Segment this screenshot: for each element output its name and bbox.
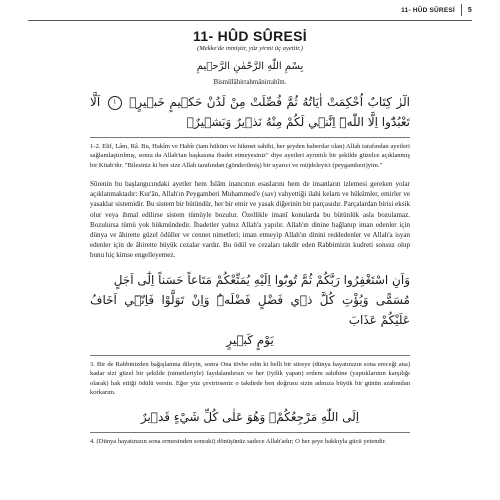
sura-title: 11- HÛD SÛRESİ bbox=[193, 28, 307, 44]
verse-4-arabic: اِلَى اللّٰهِ مَرْجِعُكُمْۚ وَهُوَ عَلٰى كُلِّ شَيْءٍ قَد۪يرٌ bbox=[140, 409, 360, 424]
verse-3-arabic-line2: مُسَمًّى وَيُؤْتِ كُلَّ ذ۪ي فَضْلٍ فَضْلَهُۜ وَاِنْ تَوَلَّوْا فَاِنّ۪ٓي اَخَافُ عَلَيْكُمْ عَذَابَ bbox=[90, 292, 410, 327]
basmala-arabic: بِسْمِ اللّٰهِ الرَّحْمٰنِ الرَّح۪يمِ bbox=[196, 61, 304, 72]
page-content bbox=[90, 28, 410, 455]
commentary-paragraph: Sûrenin bu başlangıcındaki ayetler hem İslâm inancının esaslarını hem de insanların izlemesi gereken yolar açıklanmaktadır: Kur'ân, Allah'ın Peygamberi Muhammed'e (sav) vahyettiği ilahi kelam ve hükümler, emirler ve yasaklar sistemidir. Bu sistem bir bütündür, her bir emir ve yasak diğerinin bir parçasıdır. Parçalardan birisi eksik olur veya ihmal edilirse sistem tümüyle bozulur. Özellikle imanî konularda bu bütünlük asla bozulamaz. Bozulursa tümü yok hükmündedir. İbadetler yalnız Allah'a yapılır. Allah'ın dinine bağlanıp iman edenler için dünya ve âhirette güzel ödüller ve cennet nimetleri; iman etmeyip Allah'ın dinini reddedenler ve Allah'a isyan edenler için de âhirette büyük cezalar vardır. Bu ödül ve cezaları takdir eden Rabbimizin kudreti sonsuz olup bunu hiç kimse engelleyemez. bbox=[90, 180, 410, 259]
verse-1-2-translation: 1-2. Elif, Lâm, Râ. Bu, Hakîm ve Habîr (tam hüküm ve hikmet sahibi, her şeyden haberdar olan) Allah tarafından ayetleri sağlamlaştırılmış, sonra da Allah'tan başkasına ibadet etmeyesiniz" diye ayetleri ayrıntılı bir şekilde güzelce açıklanmış bir Kitab'dır. "Bilesiniz ki ben size Allah tarafından (gönderilmiş) bir uyarıcı ve müjdeleyici (peygamberi)yim." bbox=[90, 143, 410, 169]
running-title: 11- HÛD SÛRESİ bbox=[401, 6, 455, 14]
verse-4-translation: 4. (Dünya hayatınızın sona ermesinden sonraki) dönüşünüz sadece Allah'adır; O her şeye hakkıyla gücü yetendir. bbox=[90, 437, 387, 445]
verse-1-2-arabic-line1: الٓرٰ كِتَابٌ اُحْكِمَتْ اٰيَاتُهُ ثُمَّ فُصِّلَتْ مِنْ لَدُنْ حَك۪يمٍ خَب۪يرٍۙ bbox=[129, 95, 410, 109]
verse-3-translation: 3. Bir de Rabbinizden bağışlanma dileyin, sonra Ona tövbe edin ki belli bir süreye (dünya hayatınızın sona ereceği ana) kadar sizi güzel bir şekilde (nimetleriyle) faydalandırsın ve her (iyilik yapan) erdem sahibine (yaptıklarının karşılığı olarak) hak ettiği ödülü versin. Eğer yüz çevirirseniz o takdirde ben doğrusu sizin adınıza büyük bir günün azabından korkarım. bbox=[90, 360, 410, 397]
verse-1-2-arabic-line2: اَلَّا تَعْبُدُٓوا اِلَّا اللّٰهَۜ اِنَّن۪ي لَكُمْ مِنْهُ نَذ۪يرٌ وَبَش۪يرٌۙ bbox=[90, 95, 410, 129]
verse-3-arabic-line1: وَاَنِ اسْتَغْفِرُوا رَبَّكُمْ ثُمَّ تُوبُٓوا اِلَيْهِ يُمَتِّعْكُمْ مَتَاعاً حَسَناً اِلٰٓى اَجَلٍ bbox=[113, 272, 410, 287]
header-divider bbox=[461, 4, 462, 16]
divider-rule bbox=[90, 355, 410, 356]
verse-3-arabic bbox=[90, 270, 410, 350]
divider-rule bbox=[90, 137, 410, 138]
verse-1-2-arabic bbox=[90, 92, 410, 132]
divider-rule bbox=[90, 432, 410, 433]
verse-3-arabic-line3: يَوْمٍ كَب۪يرٍ bbox=[226, 332, 274, 347]
running-header bbox=[28, 0, 472, 21]
basmala-transliteration: Bismillâhirrahmânirrahîm. bbox=[213, 79, 287, 86]
ayah-number-marker: ١ bbox=[108, 96, 122, 110]
sura-subtitle: (Mekke'de inmiştir, yüz yirmi üç ayettir.) bbox=[197, 45, 303, 52]
page-number: 5 bbox=[467, 6, 472, 14]
